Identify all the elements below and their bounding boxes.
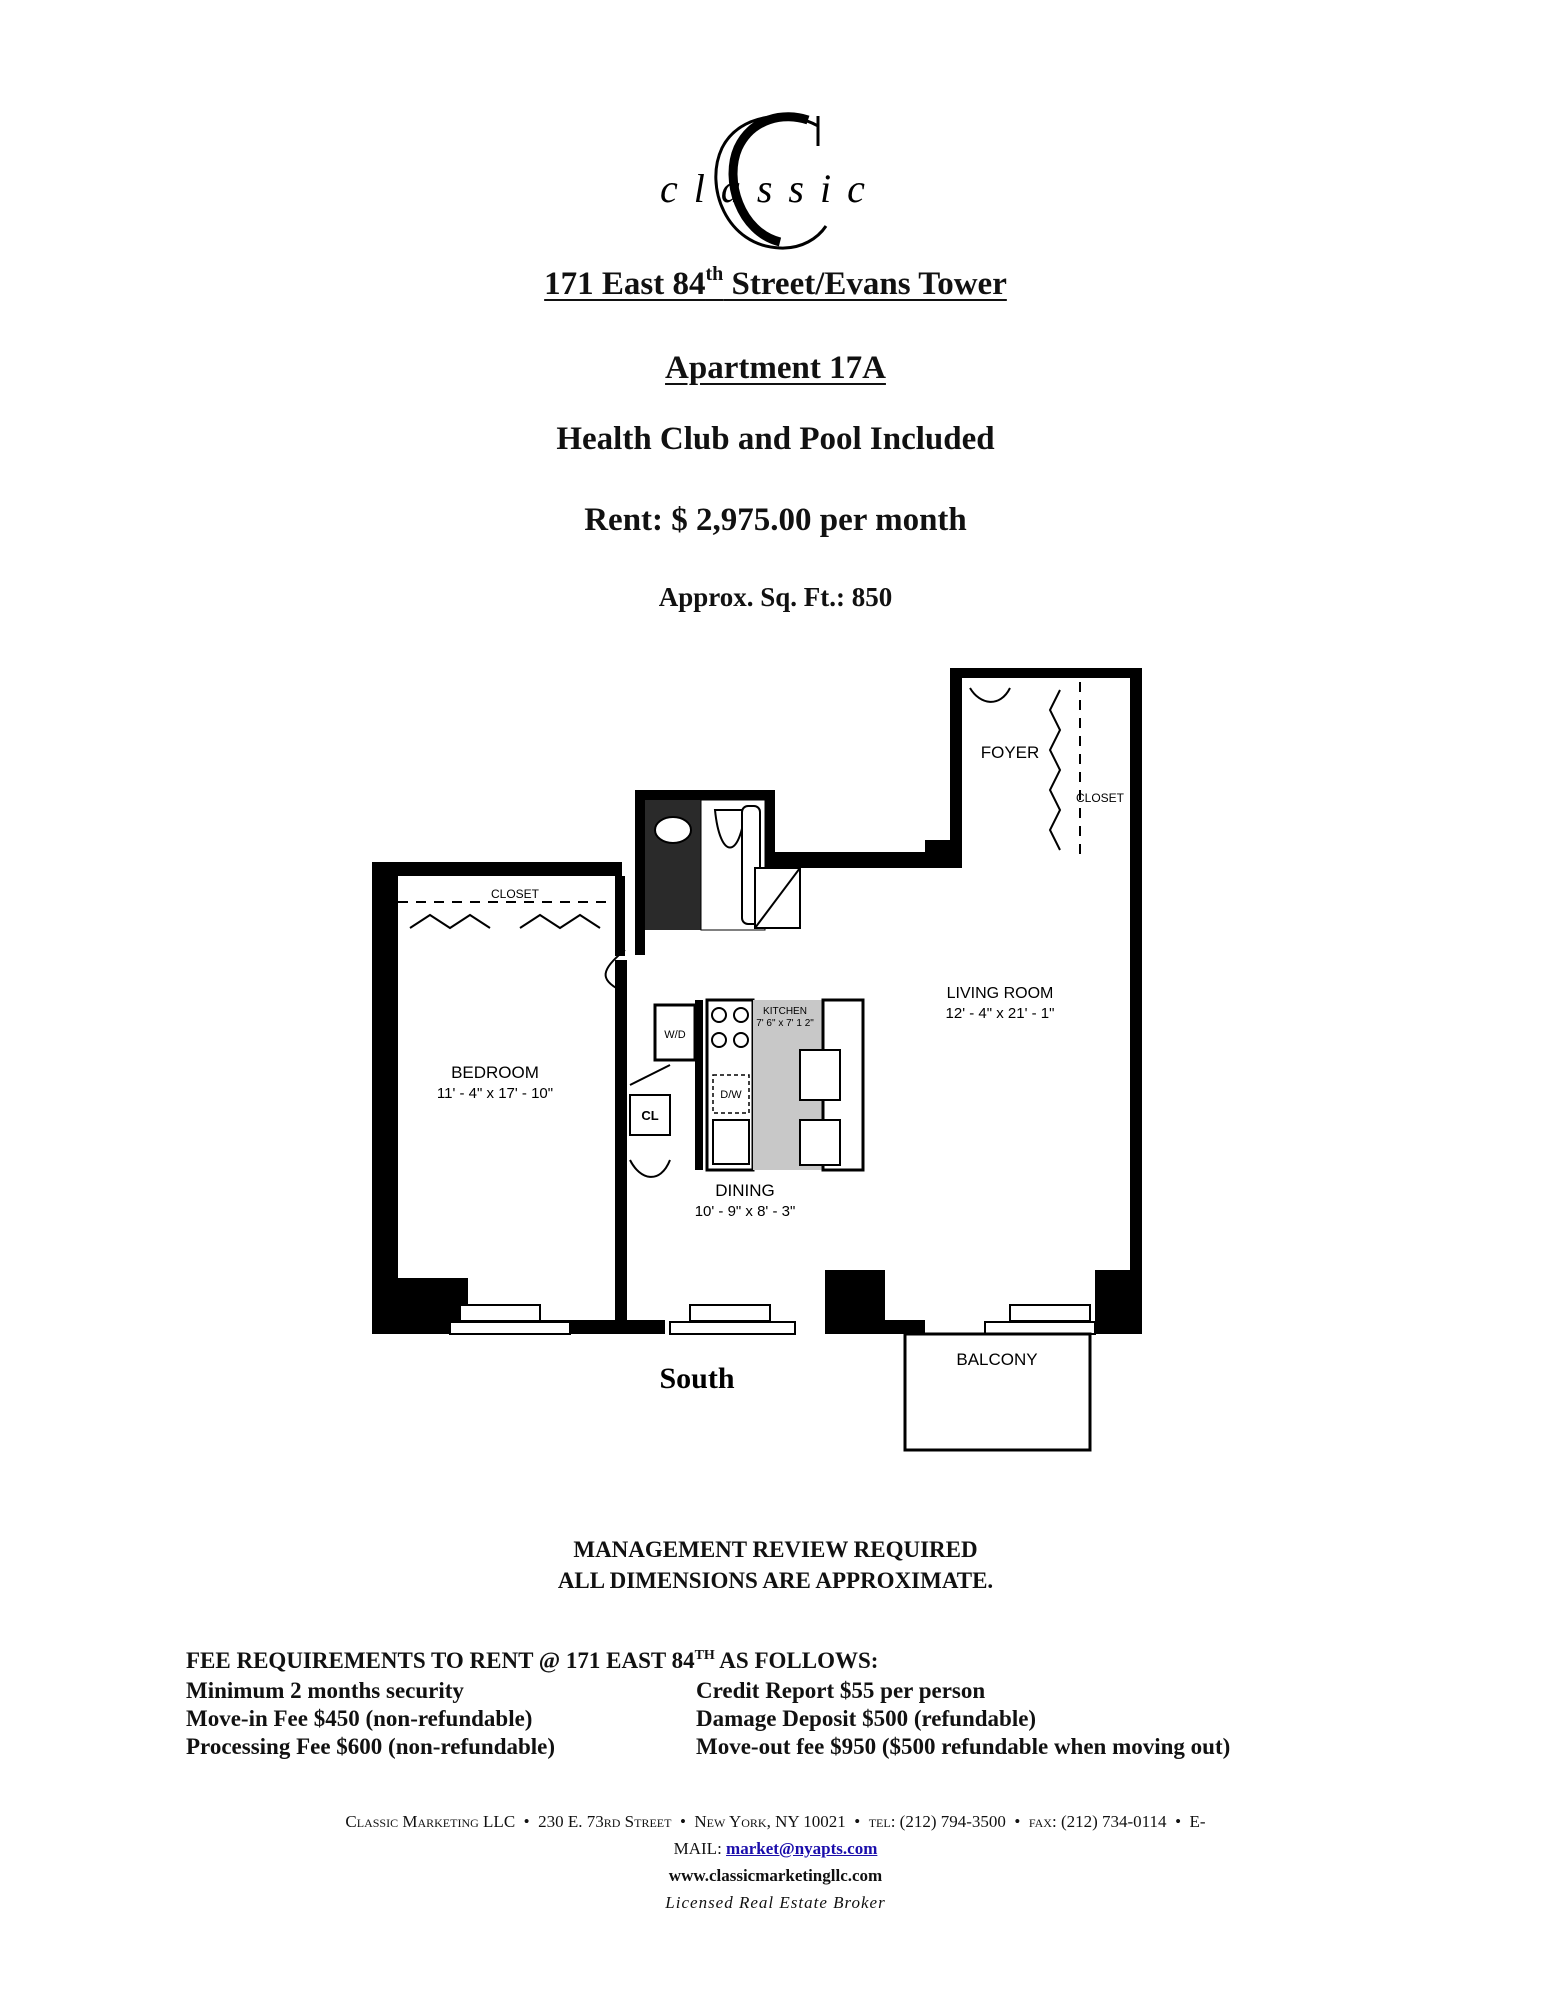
footer-email-link[interactable]: market@nyapts.com (726, 1839, 878, 1858)
footer-email-label-b: MAIL: (673, 1839, 722, 1858)
label-kitchen: KITCHEN (763, 1006, 807, 1017)
company-logo (640, 108, 900, 258)
apartment-number: Apartment 17A (665, 350, 886, 386)
footer-tel-label: tel: (868, 1812, 896, 1831)
property-address: 171 East 84th Street/Evans Tower (544, 263, 1007, 302)
windows (450, 1305, 1095, 1334)
footer-company: Classic Marketing LLC (345, 1812, 516, 1831)
footer-fax-label: fax: (1028, 1812, 1057, 1831)
footer-street: 230 E. 73rd Street (538, 1812, 672, 1831)
label-bedroom-dims: 11' - 4" x 17' - 10" (436, 1085, 554, 1102)
footer-email-label-a: E- (1189, 1812, 1206, 1831)
label-cl: CL (641, 1108, 659, 1123)
label-dw: D/W (720, 1089, 742, 1101)
fee-left-0: Minimum 2 months security (186, 1678, 464, 1703)
label-closet-bedroom: CLOSET (490, 887, 540, 901)
notice-dimensions: ALL DIMENSIONS ARE APPROXIMATE. (557, 1568, 994, 1593)
label-foyer: FOYER (980, 743, 1040, 762)
label-living-room-dims: 12' - 4" x 21' - 1" (945, 1005, 1055, 1022)
label-orientation: South (659, 1362, 735, 1395)
footer-fax: (212) 734-0114 (1060, 1812, 1167, 1831)
rent-price: Rent: $ 2,975.00 per month (584, 502, 967, 538)
label-closet-foyer: CLOSET (1075, 791, 1125, 805)
fee-right-1: Damage Deposit $500 (refundable) (696, 1706, 1037, 1731)
logo-wordmark: classic (660, 166, 881, 211)
label-dining-dims: 10' - 9" x 8' - 3" (694, 1203, 796, 1220)
square-footage: Approx. Sq. Ft.: 850 (658, 582, 893, 612)
label-balcony: BALCONY (956, 1350, 1038, 1369)
label-dining: DINING (715, 1181, 775, 1200)
label-living-room: LIVING ROOM (946, 985, 1054, 1002)
footer-website: www.classicmarketingllc.com (668, 1866, 883, 1885)
footer-contact-line: Classic Marketing LLC • 230 E. 73rd Street • New York, NY 10021 • tel: (212) 794-3500 • fax: (212) 734-0114 • E- (345, 1812, 1206, 1831)
fee-left-1: Move-in Fee $450 (non-refundable) (186, 1706, 533, 1731)
fee-right-0: Credit Report $55 per person (696, 1678, 986, 1703)
label-bedroom: BEDROOM (451, 1063, 539, 1082)
amenity-line: Health Club and Pool Included (556, 421, 995, 457)
footer-email-line (0, 1835, 1551, 1862)
logo-monogram-icon (640, 108, 900, 258)
footer-tel: (212) 794-3500 (899, 1812, 1006, 1831)
label-kitchen-dims: 7' 6" x 7' 1 2" (756, 1018, 814, 1029)
floor-plan (360, 660, 1200, 1460)
notice-management: MANAGEMENT REVIEW REQUIRED (573, 1537, 978, 1562)
footer-license: Licensed Real Estate Broker (665, 1893, 886, 1912)
notice-block (0, 1534, 1551, 1596)
footer-city: New York, NY 10021 (694, 1812, 846, 1831)
label-wd: W/D (664, 1029, 686, 1041)
fee-left-2: Processing Fee $600 (non-refundable) (186, 1734, 556, 1759)
fees-heading: FEE REQUIREMENTS TO RENT @ 171 EAST 84TH AS FOLLOWS: (186, 1648, 879, 1673)
fee-right-2: Move-out fee $950 ($500 refundable when moving out) (696, 1734, 1231, 1759)
footer (0, 1808, 1551, 1916)
